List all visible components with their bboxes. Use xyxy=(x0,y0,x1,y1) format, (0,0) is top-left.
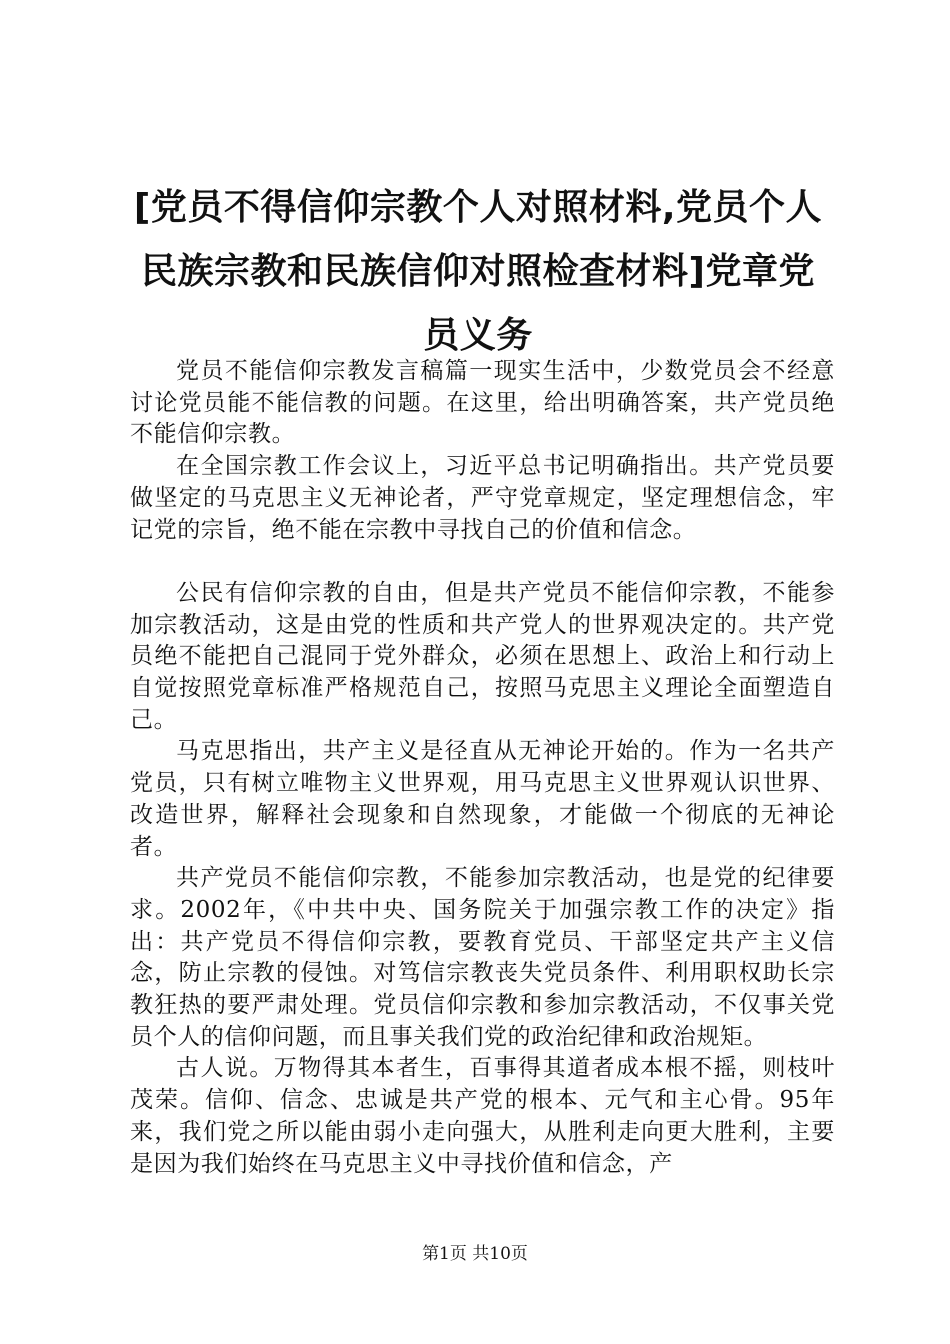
page-footer: 第1页 共10页 xyxy=(422,1244,528,1264)
paragraph-spacer xyxy=(130,546,835,578)
paragraph-5: 共产党员不能信仰宗教，不能参加宗教活动，也是党的纪律要求。2002年，《中共中央、国务院关于加强宗教工作的决定》指出：共产党员不得信仰宗教，要教育党员、干部坚定共产主义信念，防止宗教的侵蚀。对笃信宗教丧失党员条件、利用职权助长宗教狂热的要严肃处理。党员信仰宗教和参加宗教活动，不仅事关党员个人的信仰问题，而且事关我们党的政治纪律和政治规矩。 xyxy=(130,865,835,1050)
paragraph-4: 马克思指出，共产主义是径直从无神论开始的。作为一名共产党员，只有树立唯物主义世界观，用马克思主义世界观认识世界、改造世界，解释社会现象和自然现象，才能做一个彻底的无神论者。 xyxy=(130,738,835,860)
paragraph-6: 古人说。万物得其本者生，百事得其道者成本根不摇，则枝叶茂荣。信仰、信念、忠诚是共产党的根本、元气和主心骨。95年来，我们党之所以能由弱小走向强大，从胜利走向更大胜利，主要是因为我们始终在马克思主义中寻找价值和信念，产 xyxy=(130,1055,835,1177)
paragraph-1: 党员不能信仰宗教发言稿篇一现实生活中，少数党员会不经意讨论党员能不能信教的问题。在这里，给出明确答案，共产党员绝不能信仰宗教。 xyxy=(130,358,835,448)
document-title: [党员不得信仰宗教个人对照材料,党员个人民族宗教和民族信仰对照检查材料]党章党员义务 xyxy=(133,187,823,356)
paragraph-2: 在全国宗教工作会议上，习近平总书记明确指出。共产党员要做坚定的马克思主义无神论者，严守党章规定，坚定理想信念，牢记党的宗旨，绝不能在宗教中寻找自己的价值和信念。 xyxy=(130,453,835,543)
document-body xyxy=(130,356,835,1180)
paragraph-3: 公民有信仰宗教的自由，但是共产党员不能信仰宗教，不能参加宗教活动，这是由党的性质和共产党人的世界观决定的。共产党员绝不能把自己混同于党外群众，必须在思想上、政治上和行动上自觉按照党章标准严格规范自己，按照马克思主义理论全面塑造自己。 xyxy=(130,579,835,733)
